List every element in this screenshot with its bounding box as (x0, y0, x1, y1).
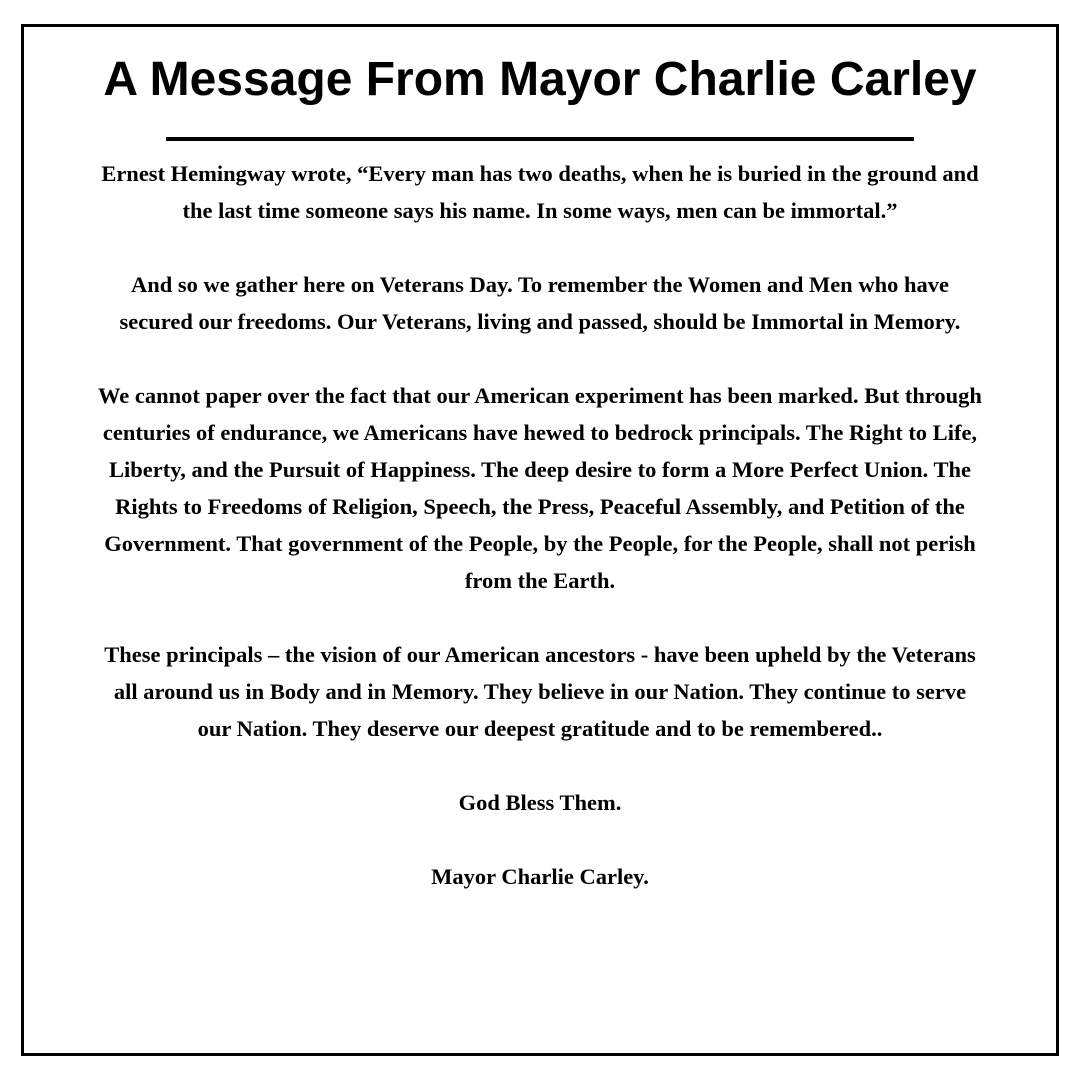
paragraph-veterans-day: And so we gather here on Veterans Day. To remember the Women and Men who have secured our freedoms. Our Veterans, living and passed, should be Immortal in Memory. (119, 272, 961, 334)
paragraph-blessing: God Bless Them. (458, 790, 622, 815)
paragraph-veterans-upheld: These principals – the vision of our American ancestors - have been upheld by the Veterans all around us in Body and in Memory. They believe in our Nation. They continue to serve our Nation. They deserve our deepest gratitude and to be remembered.. (104, 642, 976, 741)
title-divider (166, 137, 914, 141)
message-body (95, 155, 985, 895)
signature: Mayor Charlie Carley. (431, 864, 649, 889)
page-title: A Message From Mayor Charlie Carley (103, 53, 977, 106)
paragraph-hemingway-quote: Ernest Hemingway wrote, “Every man has two deaths, when he is buried in the ground and the last time someone says his name. In some ways, men can be immortal.” (101, 161, 979, 223)
paragraph-american-principles: We cannot paper over the fact that our American experiment has been marked. But through centuries of endurance, we Americans have hewed to bedrock principals. The Right to Life, Liberty, and the Pursuit of Happiness. The deep desire to form a More Perfect Union. The Rights to Freedoms of Religion, Speech, the Press, Peaceful Assembly, and Petition of the Government. That government of the People, by the People, for the People, shall not perish from the Earth. (98, 383, 982, 593)
